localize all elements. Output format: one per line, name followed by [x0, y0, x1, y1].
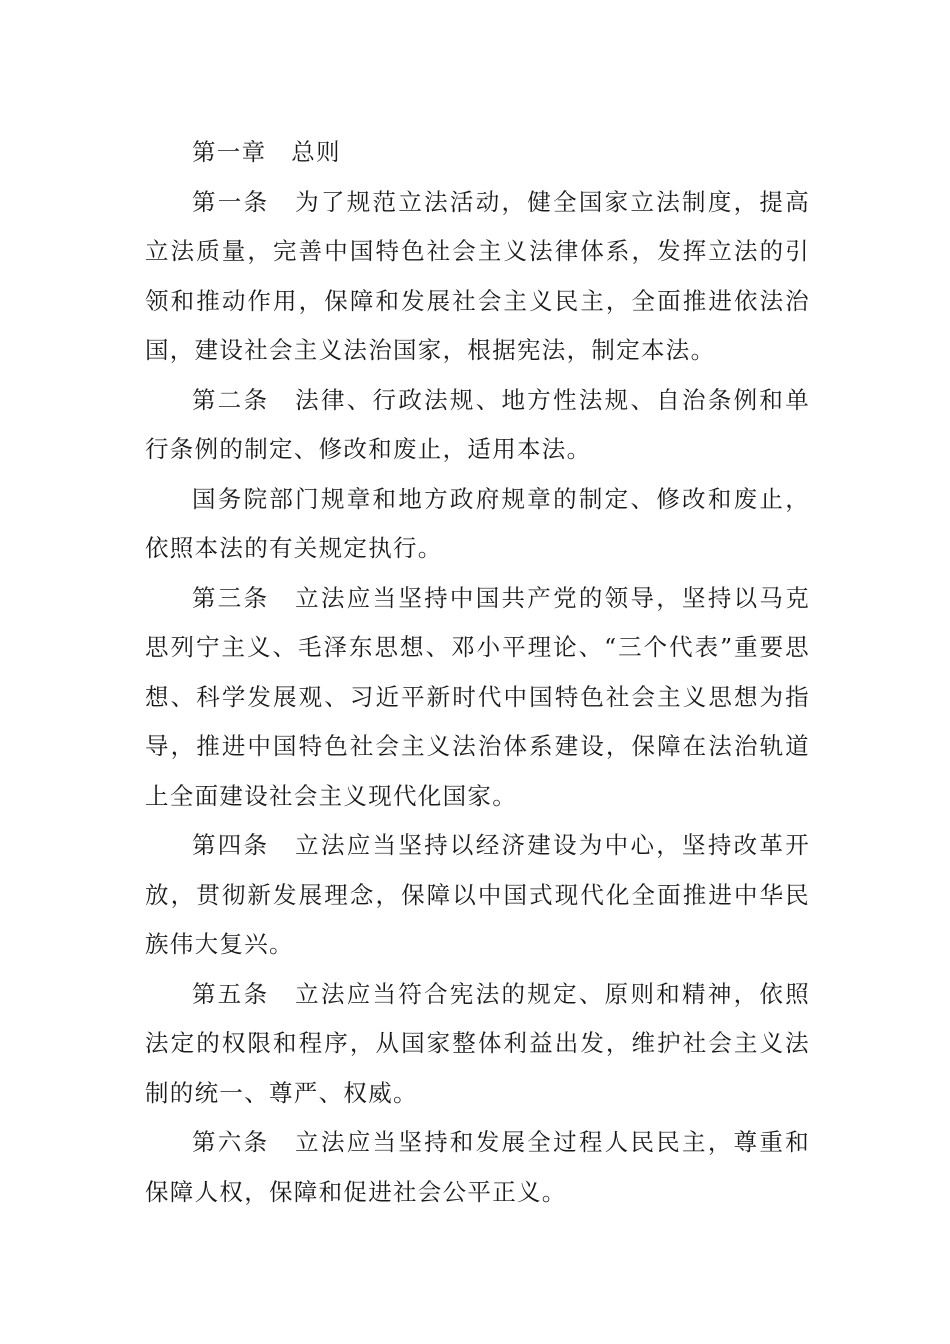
document-body [145, 128, 810, 1217]
article-2-paragraph-2: 国务院部门规章和地方政府规章的制定、修改和废止，依照本法的有关规定执行。 [145, 484, 810, 562]
article-5: 第五条 立法应当符合宪法的规定、原则和精神，依照法定的权限和程序，从国家整体利益出发，维护社会主义法制的统一、尊严、权威。 [145, 979, 810, 1107]
chapter-heading: 第一章 总则 [192, 138, 341, 166]
article-6: 第六条 立法应当坚持和发展全过程人民民主，尊重和保障人权，保障和促进社会公平正义。 [145, 1128, 810, 1206]
article-3: 第三条 立法应当坚持中国共产党的领导，坚持以马克思列宁主义、毛泽东思想、邓小平理论、“三个代表”重要思想、科学发展观、习近平新时代中国特色社会主义思想为指导，推进中国特色社会主义法治体系建设，保障在法治轨道上全面建设社会主义现代化国家。 [145, 583, 810, 810]
article-1: 第一条 为了规范立法活动，健全国家立法制度，提高立法质量，完善中国特色社会主义法律体系，发挥立法的引领和推动作用，保障和发展社会主义民主，全面推进依法治国，建设社会主义法治国家，根据宪法，制定本法。 [145, 187, 810, 364]
article-2: 第二条 法律、行政法规、地方性法规、自治条例和单行条例的制定、修改和废止，适用本法。 [145, 385, 810, 463]
article-4: 第四条 立法应当坚持以经济建设为中心，坚持改革开放，贯彻新发展理念，保障以中国式现代化全面推进中华民族伟大复兴。 [145, 831, 810, 958]
